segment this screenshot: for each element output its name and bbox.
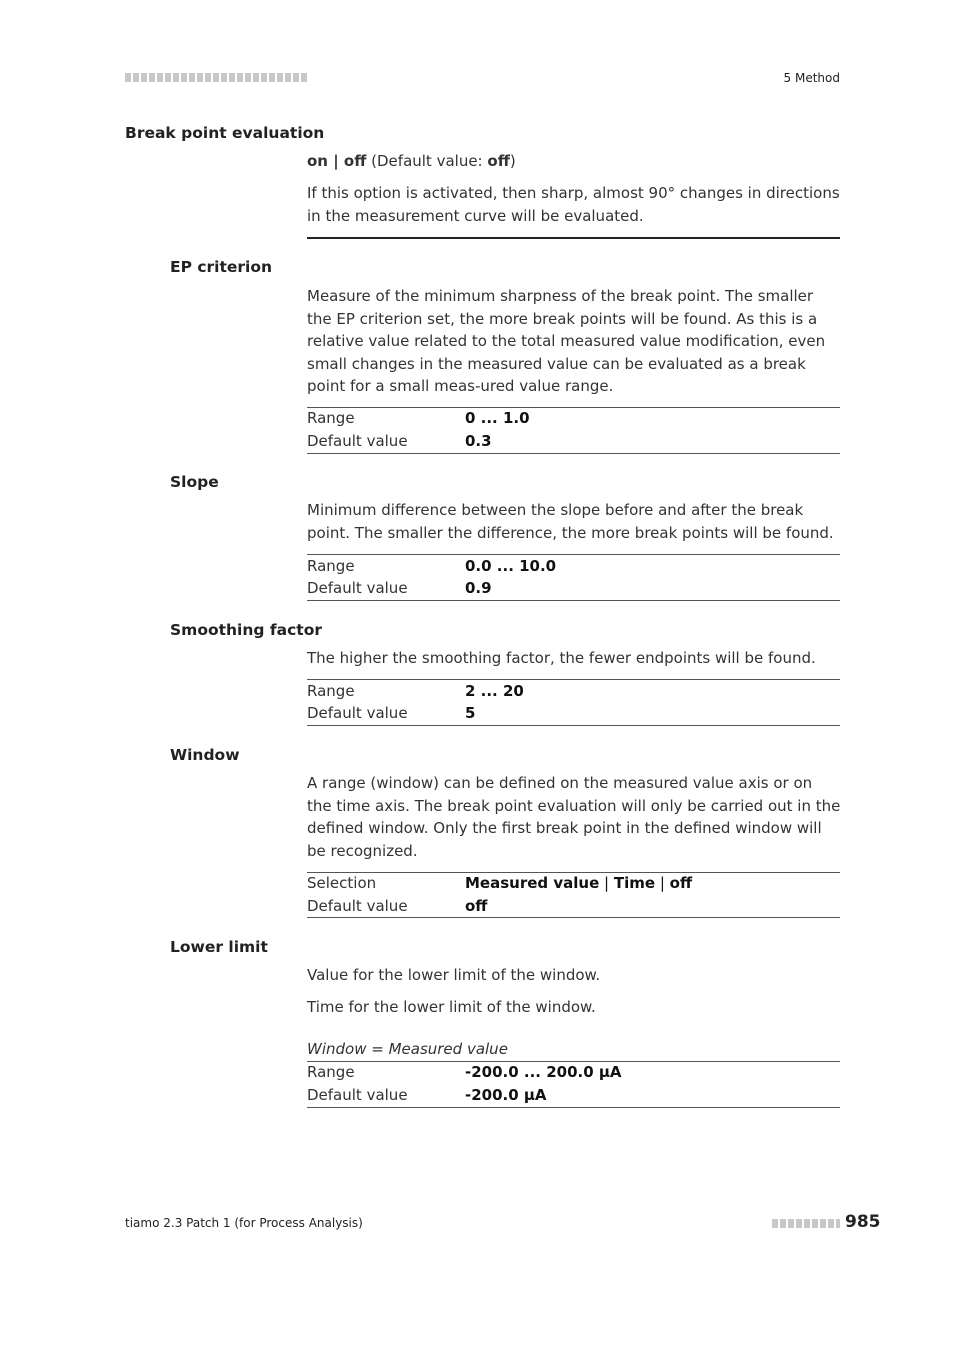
table-row	[307, 680, 840, 702]
range-label: Range	[307, 1063, 355, 1081]
table-rule	[307, 453, 840, 454]
range-value: 0.0 ... 10.0	[465, 557, 557, 575]
range-value: -200.0 ... 200.0 µA	[465, 1063, 622, 1081]
default-value: -200.0 µA	[465, 1086, 547, 1104]
table-row	[307, 702, 840, 724]
range-value: 2 ... 20	[465, 682, 524, 700]
selection-value	[465, 872, 692, 894]
default-label: Default value	[307, 704, 408, 722]
default-suffix: )	[509, 152, 516, 170]
table-rule	[307, 1107, 840, 1108]
default-value: 5	[465, 704, 476, 722]
option-off: off	[343, 152, 367, 170]
break-point-title: Break point evaluation	[125, 124, 325, 142]
table-row	[307, 895, 840, 917]
default-prefix: (Default value:	[366, 152, 488, 170]
table-row	[307, 1084, 840, 1106]
table-rule	[307, 600, 840, 601]
selection-option-time: Time	[613, 874, 656, 892]
table-row	[307, 407, 840, 429]
lower-limit-condition: Window = Measured value	[307, 1040, 508, 1058]
table-rule	[307, 917, 840, 918]
option-on: on	[307, 152, 328, 170]
default-label: Default value	[307, 897, 408, 915]
selection-option-off: off	[669, 874, 693, 892]
default-value: 0.3	[465, 432, 492, 450]
selection-option-measured: Measured value	[465, 874, 600, 892]
range-label: Range	[307, 557, 355, 575]
table-row	[307, 1061, 840, 1083]
default-label: Default value	[307, 432, 408, 450]
range-label: Range	[307, 409, 355, 427]
page-number: 985	[845, 1212, 881, 1232]
lower-limit-description-time: Time for the lower limit of the window.	[307, 998, 596, 1016]
default-label: Default value	[307, 579, 408, 597]
window-description: A range (window) can be defined on the measured value axis or on the time axis. The break point evaluation will only be carried out in the defined window. Only the first break point in the defined window will be recognized.	[307, 774, 841, 860]
default-label: Default value	[307, 1086, 408, 1104]
table-row	[307, 430, 840, 452]
smoothing-title: Smoothing factor	[170, 621, 322, 639]
selection-separator: |	[599, 874, 614, 892]
default-value: off	[465, 897, 488, 915]
header-decoration	[125, 73, 307, 82]
lower-limit-description-value: Value for the lower limit of the window.	[307, 966, 601, 984]
slope-description: Minimum difference between the slope before and after the break point. The smaller the difference, the more break points will be found.	[307, 501, 834, 542]
table-row	[307, 577, 840, 599]
break-point-options	[307, 150, 841, 173]
option-separator: |	[327, 152, 344, 170]
table-row	[307, 872, 840, 894]
selection-separator: |	[655, 874, 670, 892]
break-point-description: If this option is activated, then sharp, almost 90° changes in directions in the measurement curve will be evaluated.	[307, 184, 840, 225]
ep-criterion-title: EP criterion	[170, 258, 273, 276]
footer-product: tiamo 2.3 Patch 1 (for Process Analysis)	[125, 1216, 363, 1230]
table-rule	[307, 725, 840, 726]
window-title: Window	[170, 746, 240, 764]
section-divider	[307, 237, 840, 239]
table-row	[307, 555, 840, 577]
ep-criterion-description: Measure of the minimum sharpness of the break point. The smaller the EP criterion set, the more break points will be found. As this is a relative value related to the total measured value modification, even small changes in the measured value can be evaluated as a break point for a small meas-ured value range.	[307, 287, 826, 395]
smoothing-description: The higher the smoothing factor, the fewer endpoints will be found.	[307, 649, 816, 667]
header-section: 5 Method	[783, 71, 840, 85]
lower-limit-title: Lower limit	[170, 938, 268, 956]
default-value: 0.9	[465, 579, 492, 597]
range-value: 0 ... 1.0	[465, 409, 530, 427]
footer-decoration	[772, 1219, 840, 1228]
selection-label: Selection	[307, 874, 377, 892]
slope-title: Slope	[170, 473, 219, 491]
range-label: Range	[307, 682, 355, 700]
default-value: off	[487, 152, 510, 170]
